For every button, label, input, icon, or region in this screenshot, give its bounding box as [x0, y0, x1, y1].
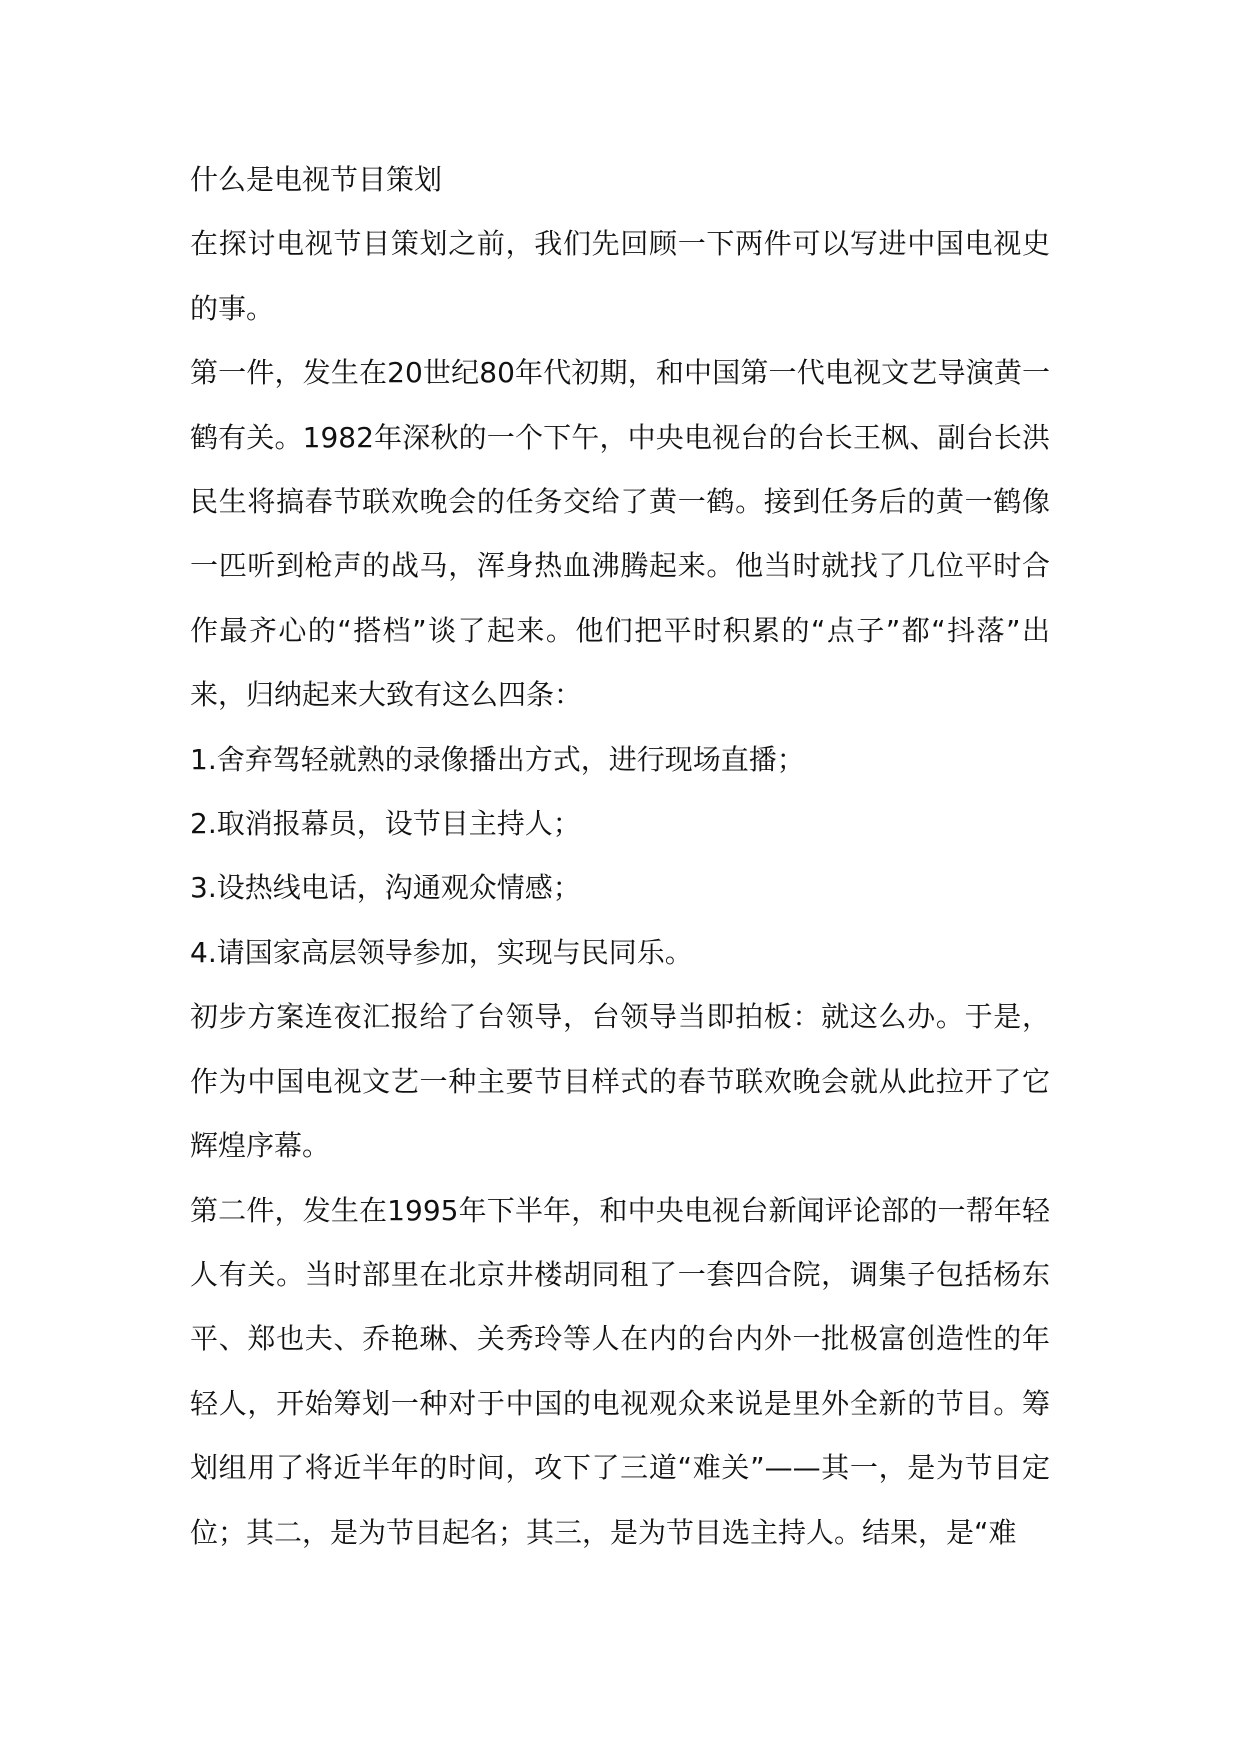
document-title: 什么是电视节目策划 [190, 163, 443, 196]
document-body [190, 148, 1050, 1565]
list-item-1: 1.舍弃驾轻就熟的录像播出方式，进行现场直播； [190, 742, 805, 776]
paragraph-outcome: 初步方案连夜汇报给了台领导，台领导当即拍板：就这么办。于是，作为中国电视文艺一种主要节目样式的春节联欢晚会就从此拉开了它辉煌序幕。 [190, 1000, 1050, 1163]
list-item-3: 3.设热线电话，沟通观众情感； [190, 871, 581, 905]
paragraph-second-event: 第二件，发生在1995年下半年，和中央电视台新闻评论部的一帮年轻人有关。当时部里在北京井楼胡同租了一套四合院，调集子包括杨东平、郑也夫、乔艳琳、关秀玲等人在内的台内外一批极富创造性的年轻人，开始筹划一种对于中国的电视观众来说是里外全新的节目。筹划组用了将近半年的时间，攻下了三道“难关”——其一，是为节目定位；其二，是为节目起名；其三，是为节目选主持人。结果，是“难 [190, 1193, 1050, 1549]
paragraph-first-event: 第一件，发生在20世纪80年代初期，和中国第一代电视文艺导演黄一鹤有关。1982年深秋的一个下午，中央电视台的台长王枫、副台长洪民生将搞春节联欢晚会的任务交给了黄一鹤。接到任务后的黄一鹤像一匹听到枪声的战马，浑身热血沸腾起来。他当时就找了几位平时合作最齐心的“搭档”谈了起来。他们把平时积累的“点子”都“抖落”出来，归纳起来大致有这么四条： [190, 356, 1050, 712]
list-item-4: 4.请国家高层领导参加，实现与民同乐。 [190, 935, 693, 969]
list-item-2: 2.取消报幕员，设节目主持人； [190, 807, 581, 841]
paragraph-intro: 在探讨电视节目策划之前，我们先回顾一下两件可以写进中国电视史的事。 [190, 227, 1050, 325]
